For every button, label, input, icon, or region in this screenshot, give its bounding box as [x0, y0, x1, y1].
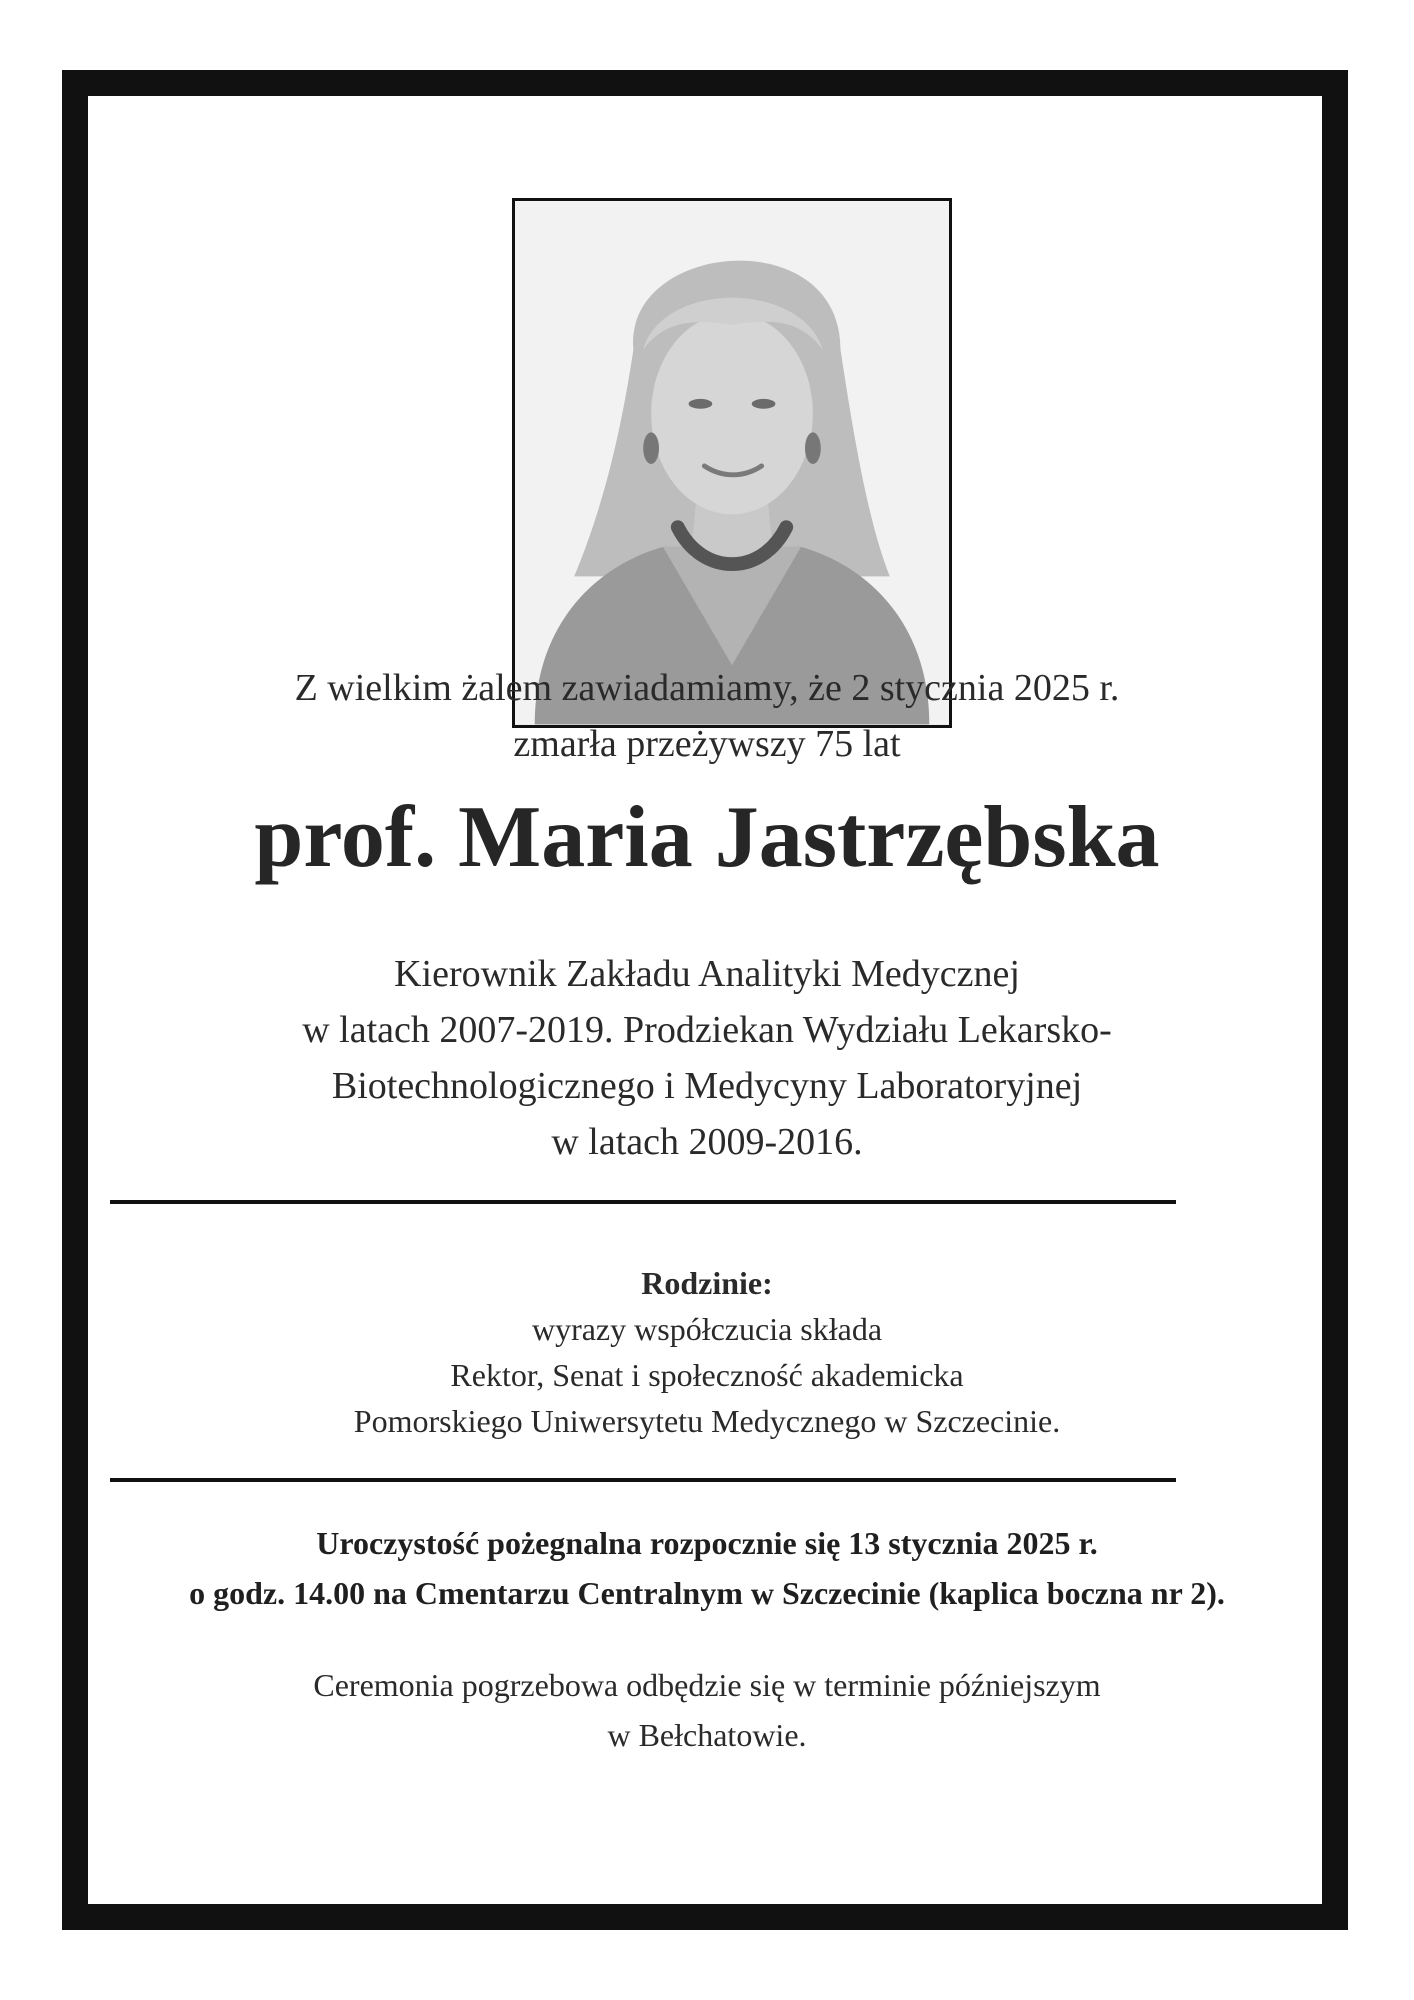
burial-line: w Bełchatowie.: [607, 1717, 807, 1753]
role-line: Kierownik Zakładu Analityki Medycznej: [394, 953, 1020, 995]
condolences-line: Rektor, Senat i społeczność akademicka: [450, 1357, 964, 1393]
portrait-photo: [512, 198, 952, 728]
intro-line: zmarła przeżywszy 75 lat: [513, 723, 901, 765]
role-line: w latach 2007-2019. Prodziekan Wydziału Lekarsko-: [302, 1009, 1112, 1051]
portrait-illustration: [515, 201, 949, 725]
role-description: [0, 946, 1414, 1170]
ceremony-line: Uroczystość pożegnalna rozpocznie się 13 stycznia 2025 r.: [316, 1525, 1098, 1561]
role-line: w latach 2009-2016.: [551, 1121, 863, 1163]
condolences-line: wyrazy współczucia składa: [531, 1311, 883, 1347]
condolences-block: [0, 1260, 1414, 1444]
burial-info: [0, 1660, 1414, 1760]
announcement-intro: [0, 660, 1414, 772]
condolences-line: Pomorskiego Uniwersytetu Medycznego w Szczecinie.: [353, 1403, 1061, 1439]
divider-rule: [110, 1478, 1176, 1482]
ceremony-line: o godz. 14.00 na Cmentarzu Centralnym w Szczecinie (kaplica boczna nr 2).: [189, 1575, 1225, 1611]
deceased-name: prof. Maria Jastrzębska: [254, 789, 1160, 886]
role-line: Biotechnologicznego i Medycyny Laboratoryjnej: [331, 1065, 1083, 1107]
condolences-heading: Rodzinie:: [641, 1265, 773, 1301]
intro-line: Z wielkim żalem zawiadamiamy, że 2 stycznia 2025 r.: [294, 667, 1120, 709]
burial-line: Ceremonia pogrzebowa odbędzie się w terminie późniejszym: [313, 1667, 1101, 1703]
ceremony-info: [0, 1518, 1414, 1618]
divider-rule: [110, 1200, 1176, 1204]
